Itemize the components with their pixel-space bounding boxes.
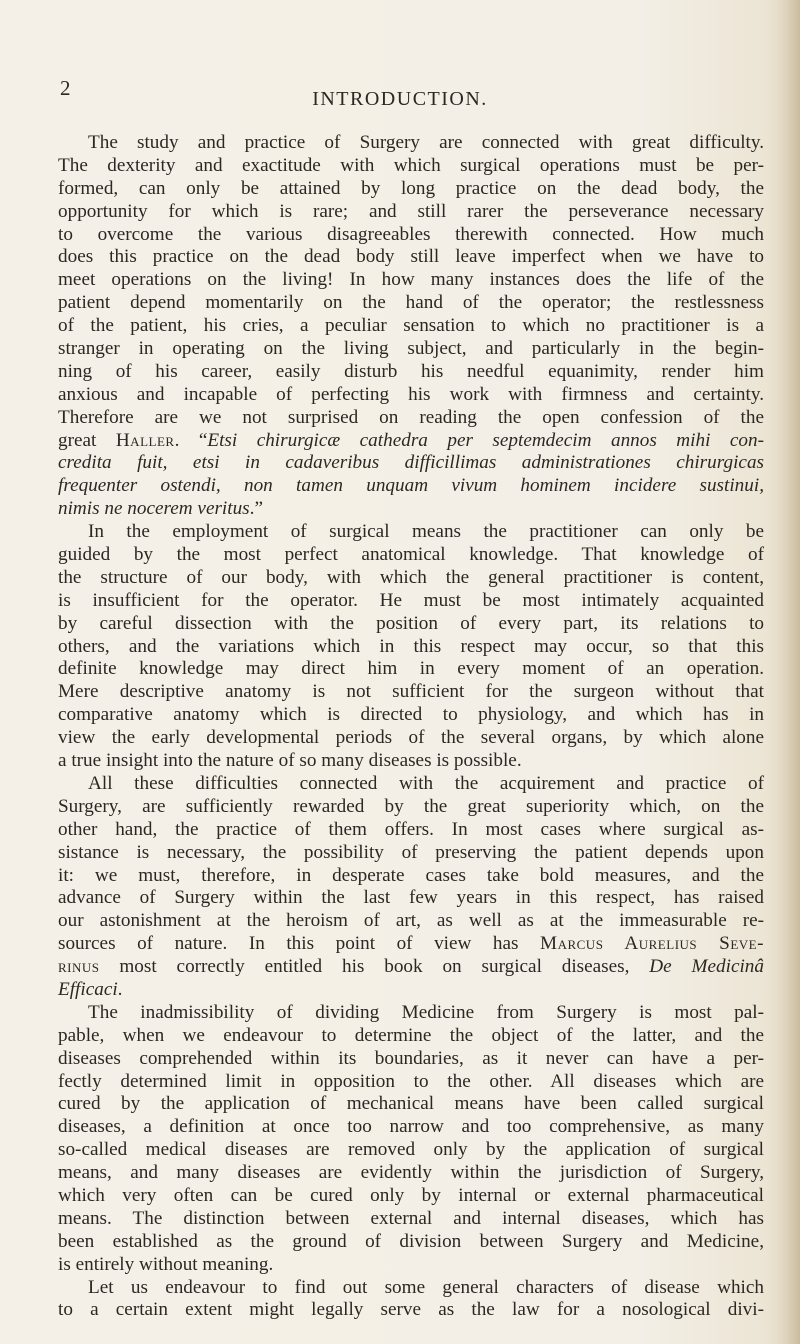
page-number: 2: [60, 76, 71, 100]
text-line: a true insight into the nature of so many diseases is possible.: [58, 750, 522, 772]
text-line: stranger in operating on the living subject, and particularly in the begin-: [58, 338, 764, 360]
text-line: In the employment of surgical means the practitioner can only be: [88, 521, 764, 543]
text-line: by careful dissection with the position of every part, its relations to: [58, 612, 764, 634]
italic-text: De Medicinâ: [649, 956, 764, 978]
text-line: [58, 452, 764, 475]
text-line: other hand, the practice of them offers. In most cases where surgical as-: [58, 818, 764, 840]
text-line: is entirely without meaning.: [58, 1253, 274, 1275]
text-line: [58, 430, 764, 453]
text-line: [58, 933, 764, 956]
text-line: our astonishment at the heroism of art, as well as at the immeasurable re-: [58, 910, 764, 932]
text-line: to overcome the various disagreeables therewith connected. How much: [58, 223, 764, 245]
text-line: others, and the variations which in this respect may occur, so that this: [58, 635, 764, 657]
text-line: cured by the application of mechanical means have been called surgical: [58, 1093, 764, 1115]
text-line: comparative anatomy which is directed to physiology, and which has in: [58, 704, 764, 726]
text-line: so-called medical diseases are removed only by the application of surgical: [58, 1139, 764, 1161]
text-span: .: [117, 978, 123, 1000]
text-line: means. The distinction between external and internal diseases, which has: [58, 1207, 764, 1229]
text-line: [58, 956, 764, 979]
text-span: great: [58, 429, 116, 451]
italic-text: nimis ne nocerem veritus: [58, 498, 250, 520]
page-edge-shading: [766, 0, 800, 1344]
text-line: fectly determined limit in opposition to the other. All diseases which are: [58, 1070, 764, 1092]
text-line: means, and many diseases are evidently within the jurisdiction of Surgery,: [58, 1162, 764, 1184]
text-line: diseases comprehended within its boundaries, as it never can have a per-: [58, 1047, 764, 1069]
italic-text: credita fuit, etsi in cadaveribus difficillimas administrationes chirurgicas: [58, 452, 764, 474]
text-span: most correctly entitled his book on surgical diseases,: [99, 956, 650, 978]
text-line: anxious and incapable of perfecting his work with firmness and certainty.: [58, 383, 764, 405]
text-line: the structure of our body, with which the general practitioner is content,: [58, 566, 764, 588]
body-text: [58, 132, 764, 1322]
text-line: The inadmissibility of dividing Medicine from Surgery is most pal-: [88, 1001, 764, 1023]
text-line: [58, 475, 764, 498]
italic-text: frequenter ostendi, non tamen unquam vivum hominem incidere sustinui,: [58, 475, 764, 497]
text-line: Mere descriptive anatomy is not sufficient for the surgeon without that: [58, 681, 764, 703]
text-span: .”: [249, 498, 263, 520]
text-line: The study and practice of Surgery are connected with great difficulty.: [88, 132, 764, 153]
text-line: ning of his career, easily disturb his needful equanimity, render him: [58, 360, 764, 382]
text-line: [58, 498, 764, 521]
text-line: which very often can be cured only by internal or external pharmaceutical: [58, 1184, 764, 1206]
author-name: rinus: [58, 956, 100, 978]
text-line: [58, 979, 764, 1002]
text-line: meet operations on the living! In how many instances does the life of the: [58, 269, 764, 291]
text-line: it: we must, therefore, in desperate cases take bold measures, and the: [58, 864, 764, 886]
text-line: to a certain extent might legally serve as the law for a nosological divi-: [58, 1299, 764, 1321]
text-line: The dexterity and exactitude with which surgical operations must be per-: [58, 154, 764, 176]
text-line: advance of Surgery within the last few years in this respect, has raised: [58, 887, 764, 909]
text-line: Therefore are we not surprised on reading the open confession of the: [58, 406, 764, 428]
author-name: Haller: [115, 429, 175, 451]
text-line: diseases, a definition at once too narrow and too comprehensive, as many: [58, 1116, 764, 1138]
text-line: definite knowledge may direct him in every moment of an operation.: [58, 658, 764, 680]
text-span: sources of nature. In this point of view has: [58, 933, 541, 955]
running-head: INTRODUCTION.: [312, 88, 488, 110]
text-line: guided by the most perfect anatomical knowledge. That knowledge of: [58, 544, 764, 566]
text-line: pable, when we endeavour to determine the object of the latter, and the: [58, 1024, 764, 1046]
text-line: patient depend momentarily on the hand of the operator; the restlessness: [58, 292, 764, 314]
text-line: Let us endeavour to find out some general characters of disease which: [88, 1276, 764, 1298]
text-line: does this practice on the dead body still leave imperfect when we have to: [58, 246, 764, 268]
italic-text: Efficaci: [58, 978, 118, 1000]
italic-text: Etsi chirurgicæ cathedra per septemdecim annos mihi con-: [207, 429, 764, 451]
author-name: Marcus Aurelius Seve-: [540, 933, 764, 955]
text-span: . “: [174, 429, 208, 451]
text-line: been established as the ground of division between Surgery and Medicine,: [58, 1230, 764, 1252]
text-line: view the early developmental periods of the several organs, by which alone: [58, 727, 764, 749]
text-line: sistance is necessary, the possibility of preserving the patient depends upon: [58, 841, 764, 863]
text-line: formed, can only be attained by long practice on the dead body, the: [58, 177, 764, 199]
text-line: of the patient, his cries, a peculiar sensation to which no practitioner is a: [58, 315, 764, 337]
text-line: opportunity for which is rare; and still rarer the perseverance necessary: [58, 200, 764, 222]
text-line: is insufficient for the operator. He must be most intimately acquainted: [58, 589, 764, 611]
text-line: Surgery, are sufficiently rewarded by the great superiority which, on the: [58, 795, 764, 817]
text-line: All these difficulties connected with the acquirement and practice of: [88, 772, 764, 794]
